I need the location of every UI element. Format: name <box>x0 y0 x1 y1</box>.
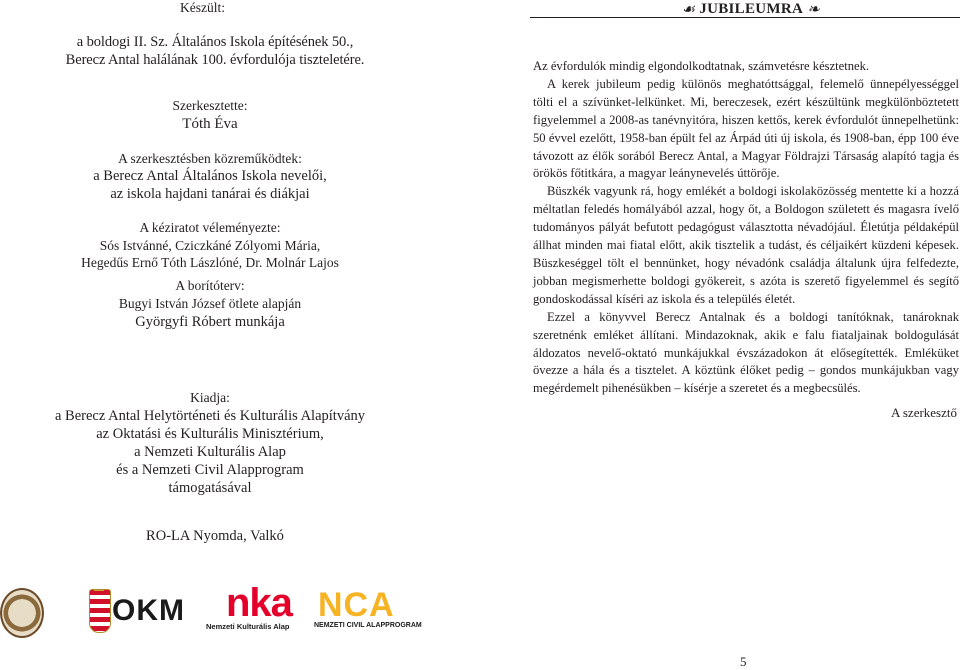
paragraph-4: Ezzel a könyvvel Berecz Antalnak és a boldogi tanítóknak, tanároknak szeretnénk emléket állítani. Mindazoknak, akik e falu fiataljainak boldogulását áldozatos nevelő-oktató munkájukkal évszázadokon át elősegítették. Emléküket övezze a hála és a tisztelet. A köztünk élőket pedig – gondos munkájukban vagy megérdemelt pihenésükben – kísérje a szeretet és a megbecsülés. <box>533 309 959 396</box>
reviewers-label: A kéziratot véleményezte: <box>139 220 281 235</box>
contributors-line-1: a Berecz Antal Általános Iskola nevelői, <box>93 168 327 184</box>
cover-label: A borítóterv: <box>175 278 245 293</box>
printer-text: RO-LA Nyomda, Valkó <box>146 528 284 544</box>
editor-label: Szerkesztette: <box>172 98 248 113</box>
page-number: 5 <box>740 654 747 669</box>
nka-logo: nka <box>226 581 292 625</box>
paragraph-1: Az évfordulók mindig elgondolkodtatnak, számvetésre késztetnek. <box>533 59 870 73</box>
paragraph-2: A kerek jubileum pedig különös meghatóttsággal, felemelő ünnepélyességgel tölti el a szívünket-lelkünket. Mi, bereczesek, ezért készültünk megkülönböztetett figyelemmel a 2008-as tanévnyitóra, hiszen kettős, kerek évfordulót ünnepelhetünk: 50 évvel ezelőtt, 1958-ban épült fel az Árpád úti új iskola, és 1908-ban, épp 100 éve távozott az élők sorából Berecz Antal, a Magyar Földrajzi Társaság alapító tagja és örökös főtitkára, a magyar leánynevelés úttörője. <box>533 76 959 181</box>
nka-logo-subtitle: Nemzeti Kulturális Alap <box>206 622 290 631</box>
contributors-line-2: az iskola hajdani tanárai és diákjai <box>110 186 310 202</box>
reviewers-block <box>0 219 425 272</box>
cover-block <box>0 277 425 331</box>
reviewers-line-2: Hegedűs Ernő Tóth Lászlóné, Dr. Molnár Lajos <box>81 255 339 270</box>
publisher-line-2: az Oktatási és Kulturális Minisztérium, <box>96 426 324 442</box>
contributors-label: A szerkesztésben közreműködtek: <box>118 151 302 166</box>
contributors-block <box>0 150 425 203</box>
publisher-block <box>0 388 425 497</box>
reviewers-line-1: Sós Istvánné, Cziczkáné Zólyomi Mária, <box>99 237 321 253</box>
occasion-line-2: Berecz Antal halálának 100. évfordulója tiszteletére. <box>65 52 365 68</box>
nca-logo-subtitle: NEMZETI CIVIL ALAPPROGRAM <box>314 622 422 629</box>
publisher-label: Kiadja: <box>190 390 230 405</box>
keszult-label: Készült: <box>180 0 225 15</box>
publisher-line-1: a Berecz Antal Helytörténeti és Kulturális Alapítvány <box>54 408 366 424</box>
signature: A szerkesztő <box>890 405 957 420</box>
okm-logo: OKM <box>112 594 185 627</box>
publisher-line-5: támogatásával <box>168 480 252 496</box>
occasion-line-1: a boldogi II. Sz. Általános Iskola építésének 50., <box>76 34 354 50</box>
occasion-text <box>0 33 430 69</box>
nca-logo: NCA <box>318 586 395 624</box>
section-title: JUBILEUMRA <box>699 1 804 17</box>
header-divider <box>530 17 960 18</box>
editor-name: Tóth Éva <box>182 116 238 132</box>
paragraph-3: Büszkék vagyunk rá, hogy emlékét a boldogi iskolaközösség mentette ki a hozzá méltatlan feledés homályából azzal, hogy őt, a Boldogon született és magasra ívelő tudományos pályát befutott pedagógust választotta névadójául. Életútja példaképül állhat minden mai fiatal előtt, akik tisztelik a tudást, és céljaikért küzdeni képesek. Büszkeséggel tölt el bennünket, hogy névadónk családja általunk újra felfedezte, jobban megismerhette boldogi gyökereit, s azóta is szerető figyelemmel és segítő gondoskodással kíséri az iskola és a település életét. <box>533 184 959 306</box>
editor-block <box>0 97 425 134</box>
jubilee-body <box>533 58 959 398</box>
ornament-right-icon: ❧ <box>807 2 820 18</box>
hungarian-coat-of-arms-icon <box>89 589 111 633</box>
cover-line-1: Bugyi István József ötlete alapján <box>118 296 302 311</box>
cover-line-2: Györgyfi Róbert munkája <box>135 314 285 330</box>
publisher-line-3: a Nemzeti Kulturális Alap <box>134 444 286 460</box>
publisher-line-4: és a Nemzeti Civil Alapprogram <box>116 462 304 478</box>
ornament-left-icon: ☙ <box>681 2 696 18</box>
foundation-seal-logo <box>0 588 44 638</box>
